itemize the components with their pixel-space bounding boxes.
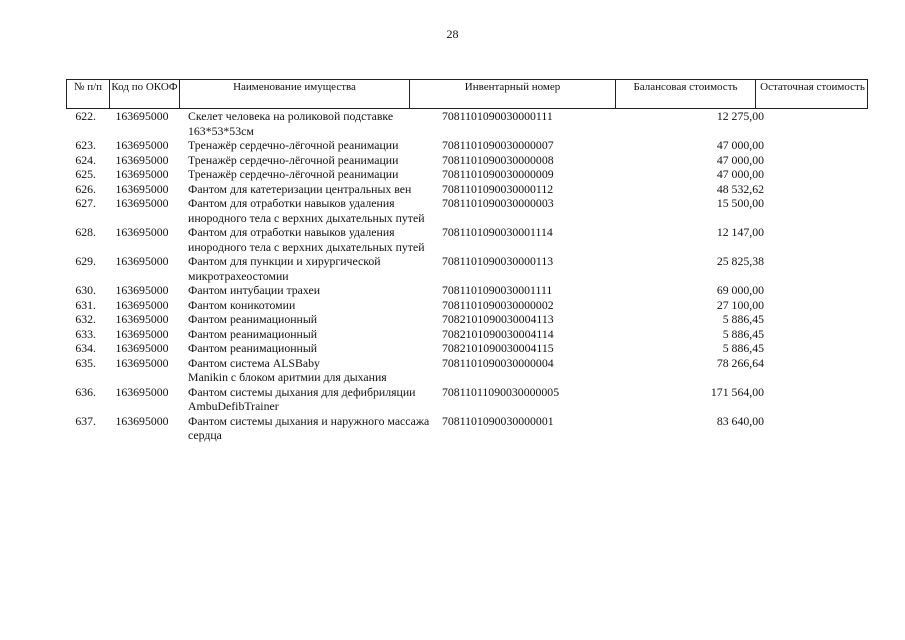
row-number: 622.: [75, 109, 96, 123]
balance-cost: 47 000,00: [716, 152, 764, 167]
inventory-number: 7082101090030004113: [442, 312, 554, 326]
header-cell: Код по ОКОФ: [109, 80, 179, 108]
row-number: 634.: [75, 341, 96, 355]
inventory-number: 7081101090030000002: [442, 297, 554, 312]
inventory-number: 7081101090030000111: [442, 109, 553, 123]
table-row: [66, 182, 868, 197]
header-cell: № п/п: [73, 81, 103, 93]
header-cell: Наименование имущества: [179, 80, 409, 108]
table-row: [66, 254, 868, 283]
okof-code: 163695000: [115, 196, 169, 210]
header-cell: Балансовая стоимость: [615, 80, 755, 108]
page-number: 28: [446, 27, 459, 41]
inventory-number: 7081101090030001114: [442, 225, 553, 239]
table-row: [66, 283, 868, 298]
table-body: [66, 109, 868, 443]
balance-cost: 47 000,00: [716, 167, 764, 181]
okof-code: 163695000: [115, 283, 169, 297]
okof-code: 163695000: [115, 312, 169, 326]
okof-code: 163695000: [115, 109, 169, 123]
balance-cost: 25 825,38: [716, 254, 764, 268]
okof-code: 163695000: [115, 225, 169, 239]
balance-cost: 5 886,45: [722, 312, 764, 326]
property-name: Фантом для отработки навыков удаления инородного тела с верхних дыхательных путей: [188, 225, 425, 254]
table-row: [66, 341, 868, 356]
header-cell: Остаточная стоимость: [755, 80, 869, 108]
table-row: [66, 196, 868, 225]
table-header: [66, 79, 868, 109]
balance-cost: 27 100,00: [716, 297, 764, 312]
inventory-number: 7081101090030000007: [442, 138, 554, 152]
balance-cost: 69 000,00: [716, 283, 764, 297]
okof-code: 163695000: [115, 181, 169, 196]
inventory-number: 7081101090030000009: [442, 167, 554, 181]
row-number: 628.: [75, 225, 96, 239]
inventory-number: 7081101090030001111: [442, 283, 553, 297]
inventory-number: 7081101090030000112: [442, 181, 554, 196]
row-number: 623.: [75, 138, 96, 152]
balance-cost: 5 886,45: [722, 341, 764, 355]
property-name: Фантом коникотомии: [188, 297, 296, 312]
table-row: [66, 312, 868, 327]
property-name: Тренажёр сердечно-лёгочной реанимации: [188, 152, 399, 167]
inventory-number: 7081101090030000004: [442, 355, 554, 370]
inventory-number: 7082101090030004114: [442, 326, 554, 341]
okof-code: 163695000: [115, 138, 169, 152]
property-name: Фантом для отработки навыков удаления инородного тела с верхних дыхательных путей: [188, 196, 425, 225]
inventory-number: 70811011090030000005: [442, 384, 560, 399]
inventory-number: 7082101090030004115: [442, 341, 554, 355]
balance-cost: 48 532,62: [716, 181, 764, 196]
balance-cost: 15 500,00: [716, 196, 764, 210]
balance-cost: 171 564,00: [710, 384, 764, 399]
balance-cost: 83 640,00: [716, 413, 764, 428]
property-name: Тренажёр сердечно-лёгочной реанимации: [188, 138, 399, 152]
okof-code: 163695000: [115, 384, 169, 399]
property-name: Фантом реанимационный: [188, 312, 318, 326]
inventory-number: 7081101090030000113: [442, 254, 554, 268]
inventory-number: 7081101090030000008: [442, 152, 554, 167]
property-name: Фантом для катетеризации центральных вен: [188, 181, 412, 196]
row-number: 630.: [75, 283, 96, 297]
inventory-number: 7081101090030000001: [442, 413, 554, 428]
property-name: Фантом системы дыхания и наружного массажа сердца: [188, 413, 430, 442]
okof-code: 163695000: [115, 413, 169, 428]
row-number: 625.: [75, 167, 96, 181]
row-number: 635.: [75, 355, 96, 370]
row-number: 629.: [75, 254, 96, 268]
table-row: [66, 385, 868, 414]
table-row: [66, 356, 868, 385]
inventory-number: 7081101090030000003: [442, 196, 554, 210]
row-number: 627.: [75, 196, 96, 210]
property-name: Фантом для пункции и хирургической микротрахеостомии: [188, 254, 381, 283]
table-row: [66, 327, 868, 342]
property-name: Фантом интубации трахеи: [188, 283, 321, 297]
property-name: Скелет человека на роликовой подставке 163*53*53см: [188, 109, 394, 138]
row-number: 626.: [75, 181, 96, 196]
table-row: [66, 298, 868, 313]
okof-code: 163695000: [115, 341, 169, 355]
property-name: Тренажёр сердечно-лёгочной реанимации: [188, 167, 399, 181]
balance-cost: 78 266,64: [716, 355, 764, 370]
okof-code: 163695000: [115, 355, 169, 370]
okof-code: 163695000: [115, 254, 169, 268]
balance-cost: 5 886,45: [722, 326, 764, 341]
table-row: [66, 138, 868, 153]
balance-cost: 12 147,00: [716, 225, 764, 239]
okof-code: 163695000: [115, 326, 169, 341]
row-number: 633.: [75, 326, 96, 341]
row-number: 636.: [75, 384, 96, 399]
row-number: 632.: [75, 312, 96, 326]
property-name: Фантом реанимационный: [188, 326, 318, 341]
table-row: [66, 414, 868, 443]
okof-code: 163695000: [115, 297, 169, 312]
table-row: [66, 153, 868, 168]
table-row: [66, 167, 868, 182]
property-name: Фантом системы дыхания для дефибриляции AmbuDefibTrainer: [188, 384, 416, 413]
row-number: 624.: [75, 152, 96, 167]
balance-cost: 12 275,00: [716, 109, 764, 123]
okof-code: 163695000: [115, 167, 169, 181]
row-number: 631.: [75, 297, 96, 312]
row-number: 637.: [75, 413, 96, 428]
table-row: [66, 109, 868, 138]
property-name: Фантом реанимационный: [188, 341, 318, 355]
header-cell: Инвентарный номер: [409, 80, 615, 108]
property-name: Фантом система ALSBaby Manikin с блоком аритмии для дыхания: [188, 355, 387, 384]
okof-code: 163695000: [115, 152, 169, 167]
balance-cost: 47 000,00: [716, 138, 764, 152]
table-row: [66, 225, 868, 254]
